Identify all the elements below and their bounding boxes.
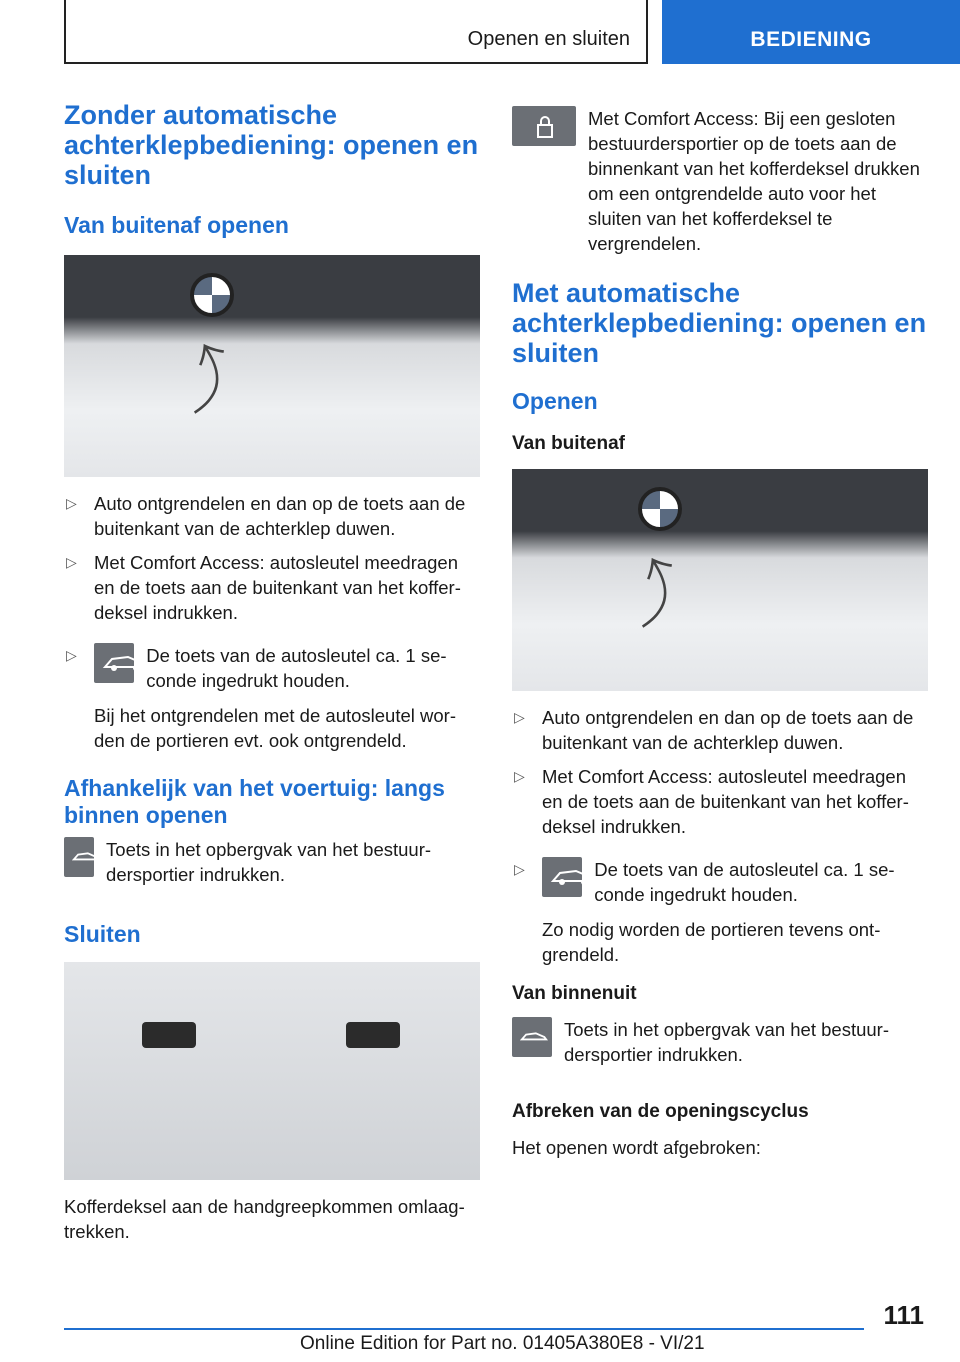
- triangle-right-icon: ▷: [66, 647, 77, 663]
- right-bullet-list: [512, 705, 928, 967]
- trunk-interior-image: [64, 962, 480, 1180]
- triangle-right-icon: ▷: [66, 554, 77, 570]
- list-item: ▷ De toets van de autosleutel ca. 1 seconde ingedrukt houden. Bij het ontgrendelen met de autosleutel worden de portieren evt. ook ontgrendeld.: [66, 645, 457, 751]
- lock-icon: [512, 106, 576, 146]
- tailgate-button-image: [512, 469, 928, 691]
- triangle-right-icon: ▷: [514, 709, 525, 725]
- list-item: ▷ Met Comfort Access: autosleutel meedragen en de toets aan de buitenkant van het kofferdeksel indrukken.: [514, 766, 909, 837]
- inside-open-row: Toets in het opbergvak van het bestuurdersportier indrukken.: [64, 837, 480, 887]
- left-column: [64, 100, 480, 1244]
- abort-text: Het openen wordt afgebroken:: [512, 1137, 761, 1158]
- car-tailgate-icon: [542, 857, 582, 897]
- left-heading: Zonder automatische achterklepbediening: openen en sluiten: [64, 100, 479, 190]
- subheading-close: Sluiten: [64, 921, 141, 947]
- right-column: [512, 106, 928, 1160]
- subheading-from-outside: Van buitenaf: [512, 433, 625, 454]
- header-section-title: Openen en sluiten: [467, 28, 630, 50]
- header-chapter-tab: BEDIENING: [662, 0, 960, 64]
- handle-recess-right: [346, 1022, 400, 1048]
- edition-text: Online Edition for Part no. 01405A380E8 - VI/21: [300, 1333, 705, 1354]
- subheading-open: Openen: [512, 388, 598, 414]
- bmw-logo-icon: [190, 273, 234, 317]
- subheading-from-inside: Van binnenuit: [512, 983, 637, 1004]
- footer-divider: [64, 1328, 864, 1330]
- car-tailgate-icon: [94, 643, 134, 683]
- arrow-icon: ⤴: [611, 547, 697, 636]
- triangle-right-icon: ▷: [514, 768, 525, 784]
- subheading-abort: Afbreken van de openingscyclus: [512, 1101, 809, 1122]
- triangle-right-icon: ▷: [514, 861, 525, 877]
- left-bullet-list: [64, 491, 480, 753]
- triangle-right-icon: ▷: [66, 495, 77, 511]
- inside-row: Toets in het opbergvak van het bestuurdersportier indrukken.: [512, 1017, 928, 1067]
- subheading-inside-open: Afhankelijk van het voertuig: langs binnen openen: [64, 775, 445, 828]
- car-tailgate-icon: [512, 1017, 552, 1057]
- subheading-outside-open: Van buitenaf openen: [64, 212, 289, 238]
- page-number: 111: [883, 1300, 924, 1330]
- list-item: ▷ De toets van de autosleutel ca. 1 seconde ingedrukt houden. Zo nodig worden de portieren tevens ontgrendeld.: [514, 859, 895, 965]
- tailgate-button-image: [64, 255, 480, 477]
- close-text: Kofferdeksel aan de handgreepkommen omlaagtrekken.: [64, 1196, 465, 1242]
- car-tailgate-icon: [64, 837, 94, 877]
- handle-recess-left: [142, 1022, 196, 1048]
- bmw-logo-icon: [638, 487, 682, 531]
- list-item: ▷ Auto ontgrendelen en dan op de toets aan de buitenkant van de achterklep duwen.: [514, 707, 914, 753]
- right-heading: Met automatische achterklepbediening: openen en sluiten: [512, 278, 927, 368]
- list-item: ▷ Auto ontgrendelen en dan op de toets aan de buitenkant van de achterklep duwen.: [66, 493, 466, 539]
- arrow-icon: ⤴: [163, 333, 249, 422]
- list-item: ▷ Met Comfort Access: autosleutel meedragen en de toets aan de buitenkant van het kofferdeksel indrukken.: [66, 552, 461, 623]
- comfort-row: Met Comfort Access: Bij een gesloten bestuurdersportier op de toets aan de binnenkant van het kofferdeksel drukken om een ontgrendelde auto voor het sluiten van het kofferdeksel te vergrendelen.: [512, 106, 928, 256]
